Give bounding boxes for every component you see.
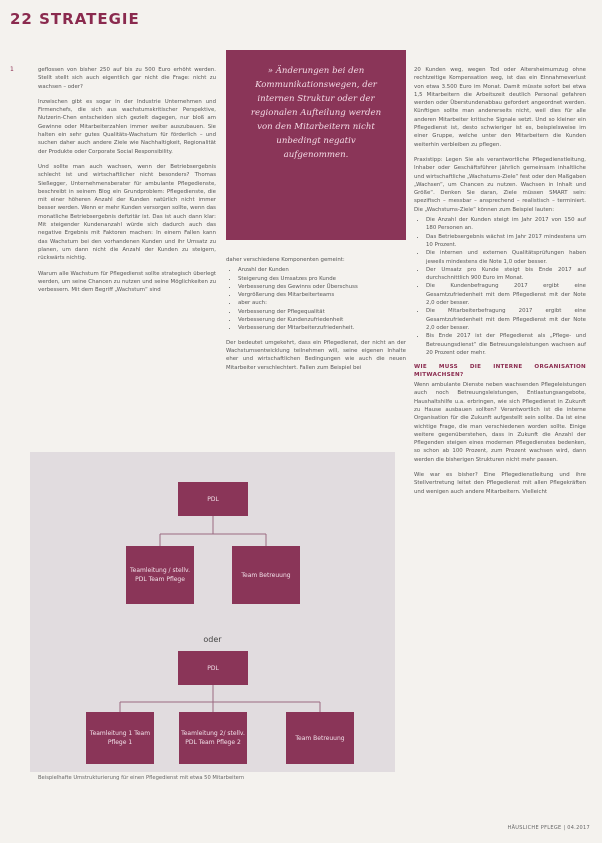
list-item: • Verbesserung des Gewinns oder Überschuss (238, 283, 406, 291)
org-box-label: Team Betreuung (241, 571, 291, 579)
pull-quote-text: » Änderungen bei den Kommunikationswegen, der internen Struktur oder der regionalen Aufteilung werden von den Mitarbeitern nicht unbedingt negativ aufgenommen. (250, 66, 382, 160)
org-box-pdl-middle (178, 651, 248, 685)
section-subheading: WIE MUSS DIE INTERNE ORGANISATION MITWACHSEN? (414, 364, 586, 379)
paragraph: Wenn ambulante Dienste neben wachsenden Pflegeleistungen auch noch Betreuungsleistungen, Entlastungsangebote, Haushaltshilfe u.a. erbringen, wie sich Pflegedienst in Zukunft zu Hause ausbauen sollten? Verantwortlich ist die interne Organisation für die Zukunft aufgestellt sein sollte. Da ist eine wichtige Frage, die man verschiedenen worden sollte. Einige weitere gegenüberstehen, dass in Zukunft die Anzahl der Pflegenden steigen eines modernen Pflegedienstes bedenken, so schon ab 100 Prozent, zum Prozent wachsen wird, dann werden die bisherigen Strukturen nicht mehr passen. (414, 382, 586, 463)
org-box-team-betreuung-1 (232, 546, 300, 604)
paragraph: 20 Kunden weg, wegen Tod oder Altersheimumzug ohne rechtzeitige Kompensation weg, ist das ein Einnahmeverlust von etwa 3.500 Euro im Monat. Damit müsste sofort bei etwa 1,5 Mitarbeitern die Arbeitszeit deutlich Personal gefahren werden oder Überstundenabbau gefordert angeordnet werden. Künftigen sollte man andererseits nicht, weil dies für alle anderen Mitarbeiter kritische Signale setzt. Und so kleiner ein Pflegedienst ist, desto schwieriger ist es, beispielsweise im einer Gruppe, welche unter den Mitarbeitern die Kunden weiterhin verbleiben zu pflegen. (414, 67, 586, 148)
paragraph: Und sollte man auch wachsen, wenn der Betriebsergebnis schlecht ist und wirtschaftlicher nicht besonders? Thomas Sießegger, Unternehmensberater für ambulante Pflegedienste, beschreibt in seinem Blog ein Grundproblem: Pflegedienste, die mit einer höheren Anzahl der Kunden natürlich nicht immer besser werden. Wenn er mehr Kunden versorgen sollte, wenn das monatliche Betriebsergebnis defizitär ist. Das ist auch dann klar: Mit steigender Kundenanzahl würde sich dadurch auch das negative Ergebnis mit Faktoren machen: In einem Fallen kann das Wachstum bei den vorhandenen Kunden und ihr Umsatz zu planen, um dann nicht die Anzahl der Kunden zu steigern, rückwärts nichtig. (38, 163, 216, 262)
paragraph: Praxistipp: Legen Sie als verantwortliche Pflegedienstleitung, Inhaber oder Geschäftsführer jährlich gemeinsam inhaltliche und wirtschaftliche „Wachstums-Ziele“ fest oder den Maßgaben „Wachsen“, um Chancen zu nutzen. Wachsen in Inhalt und Größe“. Denken Sie daran, Ziele müssen SMART sein: spezifisch – messbar – ansprechend – realistisch – terminiert. Die „Wachstums-Ziele“ können zum Beispiel lauten: (414, 156, 586, 213)
list-item: • Verbesserung der Kundenzufriedenheit (238, 316, 406, 324)
org-box-label: PDL (207, 664, 219, 672)
org-box-label: Teamleitung / stellv. PDL Team Pflege (130, 567, 190, 583)
org-chart-diagram (30, 452, 395, 772)
paragraph: daher verschiedene Komponenten gemeint: (226, 257, 345, 263)
pull-quote-box (226, 50, 406, 240)
list-item: • Anzahl der Kunden (238, 266, 406, 274)
list-item: • aber auch: (238, 299, 406, 307)
list-item: • Die Kundenbefragung 2017 ergibt eine Gesamtzufriedenheit mit dem Pflegedienst mit der Note 2,0 oder besser. (426, 282, 586, 307)
org-box-pdl-top (178, 482, 248, 516)
growth-components-list (226, 266, 406, 332)
org-box-teamleitung-2 (179, 712, 247, 764)
org-box-label: PDL (207, 495, 219, 503)
org-box-team-betreuung-2 (286, 712, 354, 764)
list-item: • Verbesserung der Pflegequalität (238, 308, 406, 316)
column-middle (226, 256, 406, 379)
list-item: • Die Anzahl der Kunden steigt im Jahr 2017 von 150 auf 180 Personen an. (426, 216, 586, 233)
paragraph: Wie war es bisher? Eine Pflegedienstleitung und ihre Stellvertretung leitet den Pflegedienst mit allen Pflegekräften und wenigen auch andere Mitarbeitern. Vielleicht (414, 472, 586, 495)
paragraph: geflossen von bisher 250 auf bis zu 500 Euro erhöht werden. Stellt stellt sich auch eigentlich gar nicht die Frage: nicht zu wachsen – oder? (38, 67, 216, 90)
org-box-teamleitung-1 (86, 712, 154, 764)
list-item: • Die internen und externen Qualitätsprüfungen haben jeweils mindestens die Note 1,0 oder besser. (426, 249, 586, 266)
page-number: 22 (10, 10, 33, 28)
org-box-label: Team Betreuung (295, 734, 345, 742)
page-header (10, 10, 140, 28)
list-item: • Der Umsatz pro Kunde steigt bis Ende 2017 auf durchschnittlich 900 Euro im Monat. (426, 266, 586, 283)
section-title: STRATEGIE (39, 10, 140, 28)
paragraph: Der bedeutet umgekehrt, dass ein Pflegedienst, der nicht an der Wachstumsentwicklung teilnehmen will, seine eigenen Inhalte eher und wirtschaftlichen Bedingungen wie auch die neuen Mitarbeiter verschlechtert. Fallen zum Beispiel bei (226, 339, 406, 371)
list-item: • Das Betriebsergebnis wächst im Jahr 2017 mindestens um 10 Prozent. (426, 233, 586, 250)
org-box-label: Teamleitung 2/ stellv. PDL Team Pflege 2 (181, 730, 245, 746)
page-footer: HÄUSLICHE PFLEGE | 04.2017 (507, 825, 590, 831)
paragraph: Warum alle Wachstum für Pflegedienst sollte strategisch überlegt werden, um seine Chancen zu nutzen und seine Möglichkeiten zu verbessern. Mit dem Begriff „Wachstum“ sind (38, 270, 216, 294)
list-item: • Verbesserung der Mitarbeiterzufriedenheit. (238, 324, 406, 332)
list-item: • Die Mitarbeiterbefragung 2017 ergibt eine Gesamtzufriedenheit mit dem Pflegedienst mit der Note 2,0 oder besser. (426, 307, 586, 332)
org-box-teamleitung-pflege (126, 546, 194, 604)
org-box-label: Teamleitung 1 Team Pflege 1 (89, 730, 151, 746)
alternative-label: oder (203, 635, 222, 644)
page-marker: 1 (10, 66, 14, 73)
list-item: • Vergrößerung des Mitarbeiterteams (238, 291, 406, 299)
paragraph: Inzwischen gibt es sogar in der Industrie Unternehmen und Firmenchefs, die sich aus wachstumskritischer Perspektive, Nutzerin-Chen entscheiden sich gezielt dagegen, nur bloß am Gewinne oder Mitarbeiterzahlen immer weiter auszubauen. Sie halten ein sehr gutes Qualitäts-Wachstum für förderlich – und suchen daher auch andere Ziele wie Nachhaltigkeit, Regionalität der Produkte oder Corporate Social Responsibility. (38, 98, 216, 155)
figure-caption: Beispielhafte Umstrukturierung für einen Pflegedienst mit etwa 50 Mitarbeitern (38, 775, 245, 781)
list-item: • Steigerung des Umsatzes pro Kunde (238, 275, 406, 283)
column-left (38, 66, 216, 301)
column-right (414, 66, 586, 503)
list-item: • Bis Ende 2017 ist der Pflegedienst als „Pflege- und Betreuungsdienst“ die Betreuungsleistungen wachsen auf 20 Prozent oder mehr. (426, 332, 586, 357)
growth-goals-list (414, 216, 586, 357)
